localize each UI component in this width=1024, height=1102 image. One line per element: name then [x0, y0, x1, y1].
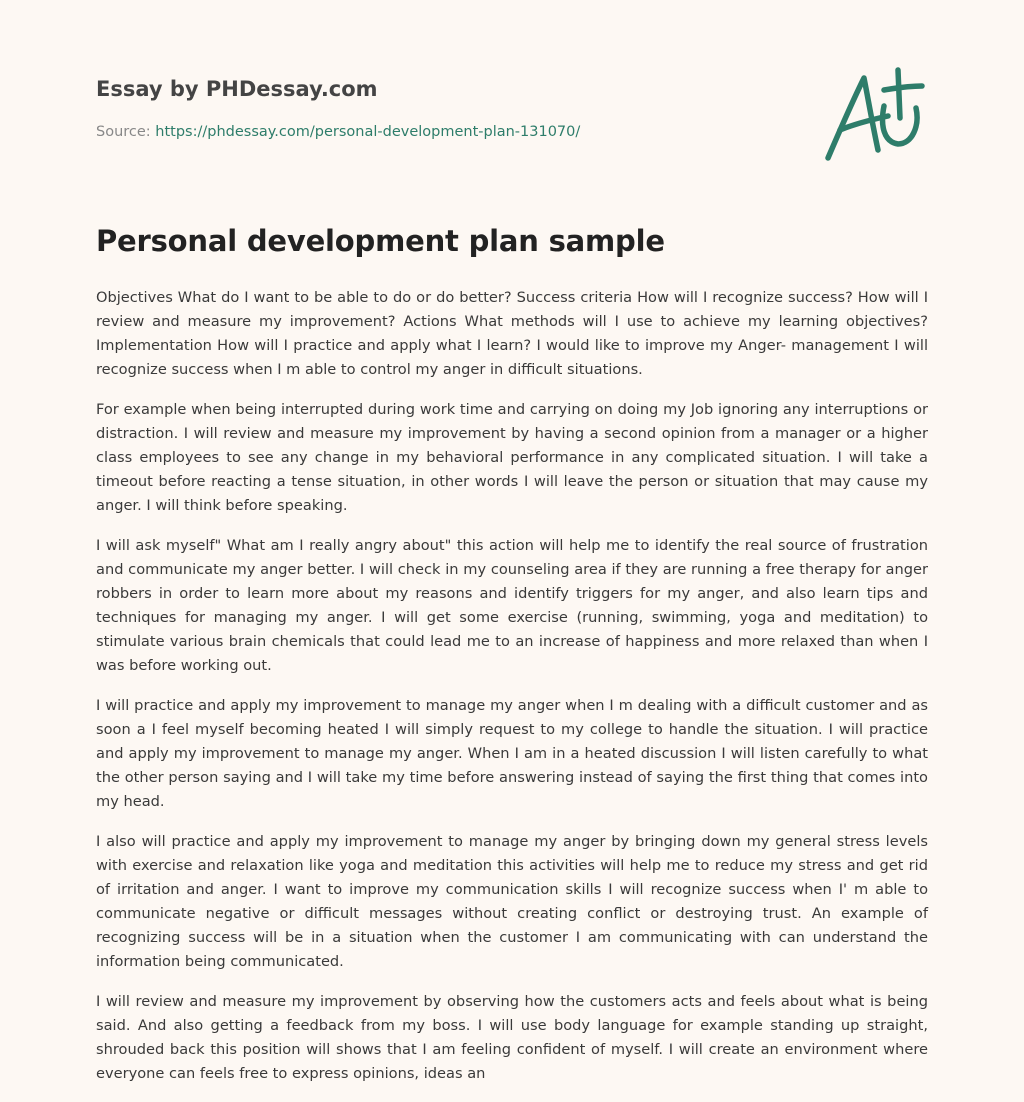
essay-title: Personal development plan sample: [96, 224, 665, 258]
essay-paragraph: I also will practice and apply my improvement to manage my anger by bringing down my general stress levels with exercise and relaxation like yoga and meditation this activities will help me to reduce my stress and get rid of irritation and anger. I want to improve my communication skills I will recognize success when I' m able to communicate negative or difficult messages without creating conflict or destroying trust. An example of recognizing success will be in a situation when the customer I am communicating with can understand the information being communicated.: [96, 833, 928, 970]
essay-paragraph: I will practice and apply my improvement to manage my anger when I m dealing with a difficult customer and as soon a I feel myself becoming heated I will simply request to my college to handle the situation. I will practice and apply my improvement to manage my anger. When I am in a heated discussion I will listen carefully to what the other person saying and I will take my time before answering instead of saying the first thing that comes into my head.: [96, 697, 928, 810]
essay-body: [96, 286, 928, 1102]
source-line: [96, 124, 580, 140]
essay-paragraph: For example when being interrupted during work time and carrying on doing my Job ignoring any interruptions or distraction. I will review and measure my improvement by having a second opinion from a manager or a higher class employees to see any change in my behavioral performance in any complicated situation. I will take a timeout before reacting a tense situation, in other words I will leave the person or situation that may cause my anger. I will think before speaking.: [96, 401, 928, 514]
essay-paragraph: I will ask myself" What am I really angry about" this action will help me to identify the real source of frustration and communicate my anger better. I will check in my counseling area if they are running a free therapy for anger robbers in order to learn more about my reasons and identify triggers for my anger, and also learn tips and techniques for managing my anger. I will get some exercise (running, swimming, yoga and meditation) to stimulate various brain chemicals that could lead me to an increase of happiness and more relaxed than when I was before working out.: [96, 537, 928, 674]
a-plus-grade-icon: [818, 64, 930, 166]
source-link[interactable]: https://phdessay.com/personal-development-plan-131070/: [155, 124, 581, 140]
source-label: Source:: [96, 124, 151, 140]
site-title: Essay by PHDessay.com: [96, 77, 378, 101]
essay-paragraph: Objectives What do I want to be able to do or do better? Success criteria How will I recognize success? How will I review and measure my improvement? Actions What methods will I use to achieve my learning objectives? Implementation How will I practice and apply what I learn? I would like to improve my Anger- management I will recognize success when I m able to control my anger in difficult situations.: [96, 289, 928, 378]
essay-paragraph: I will review and measure my improvement by observing how the customers acts and feels about what is being said. And also getting a feedback from my boss. I will use body language for example standing up straight, shrouded back this position will shows that I am feeling confident of myself. I will create an environment where everyone can feels free to express opinions, ideas an: [96, 993, 928, 1082]
